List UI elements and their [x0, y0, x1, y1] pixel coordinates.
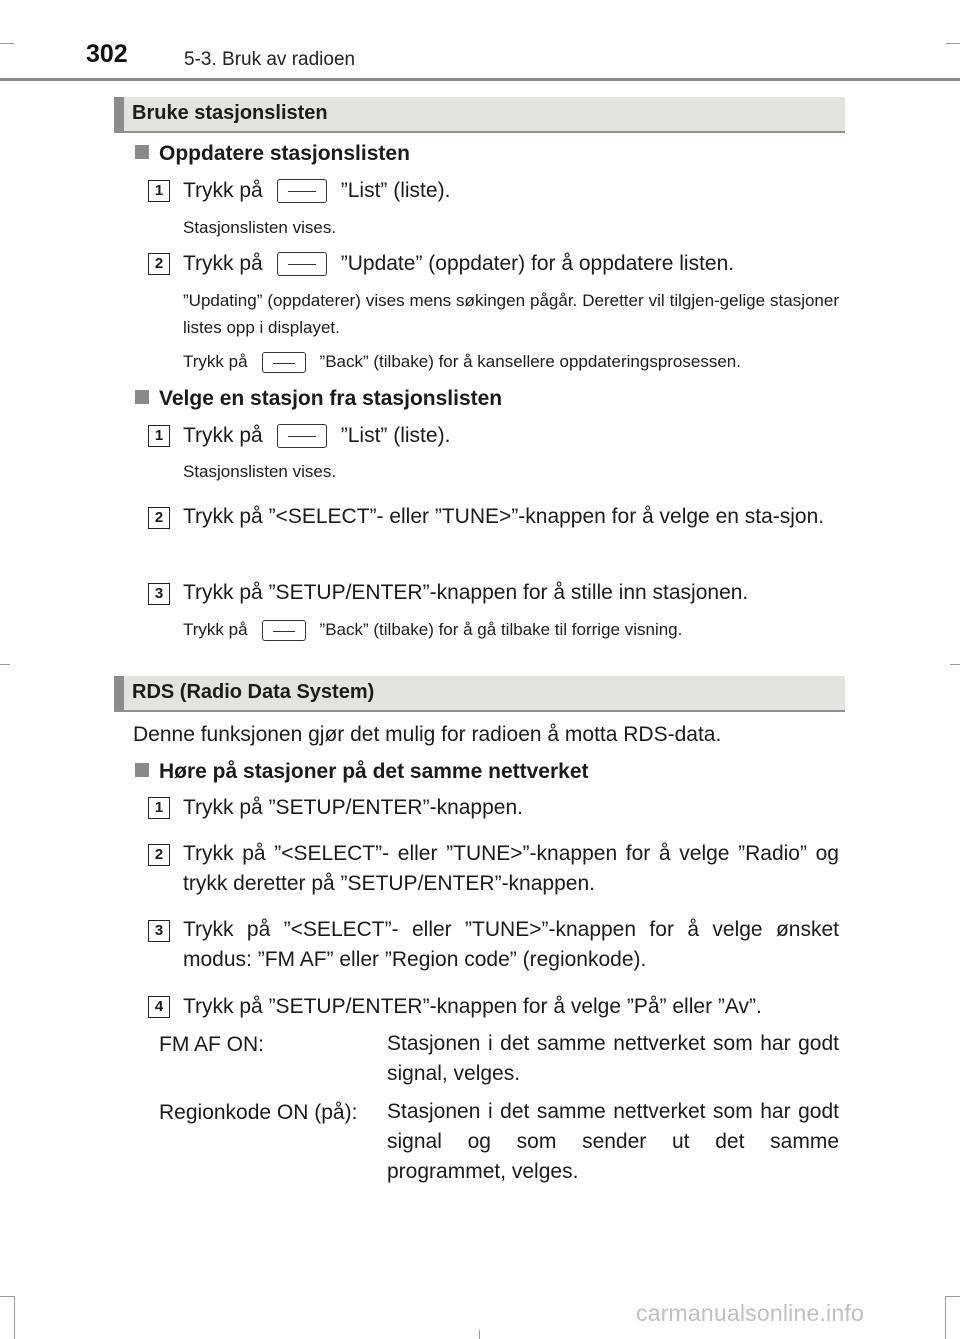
- step-number: 2: [148, 253, 170, 275]
- step-note: [183, 348, 839, 375]
- step-note: ”Updating” (oppdaterer) vises mens søkingen pågår. Deretter vil tilgjen-gelige stasjoner listes opp i displayet.: [183, 291, 839, 337]
- step-text: [183, 421, 839, 451]
- screen-button-icon: [262, 620, 306, 641]
- subheading-text: Oppdatere stasjonslisten: [159, 142, 410, 165]
- crop-mark: [0, 1296, 14, 1297]
- section-title: RDS (Radio Data System): [132, 681, 375, 703]
- step-number: 2: [148, 507, 170, 529]
- section-heading: [114, 676, 845, 712]
- step-note: Stasjonslisten vises.: [183, 218, 337, 237]
- step-text-after: ”List” (liste).: [340, 424, 451, 447]
- subheading: [135, 387, 502, 411]
- definition-description: Stasjonen i det samme nettverket som har godt signal og som sender ut det samme programmet, velges.: [387, 1100, 839, 1183]
- step-number: 3: [148, 920, 170, 942]
- step-number: 1: [148, 180, 170, 202]
- intro-paragraph: Denne funksjonen gjør det mulig for radioen å motta RDS-data.: [133, 723, 722, 746]
- step-number: 1: [148, 797, 170, 819]
- section-title: Bruke stasjonslisten: [132, 102, 328, 124]
- crop-mark: [14, 1296, 15, 1339]
- section-accent: [114, 676, 124, 710]
- subheading: [135, 142, 410, 166]
- step-text: Trykk på ”<SELECT”- eller ”TUNE>”-knappen for å velge en sta-sjon.: [183, 505, 825, 528]
- square-bullet-icon: [135, 145, 149, 159]
- chapter-title: 5-3. Bruk av radioen: [184, 49, 356, 70]
- crop-mark: [945, 1296, 946, 1339]
- step-text: Trykk på ”SETUP/ENTER”-knappen for å velge ”På” eller ”Av”.: [183, 995, 762, 1018]
- header-rule: [0, 78, 960, 81]
- crop-mark: [946, 43, 960, 44]
- step-text: Trykk på ”SETUP/ENTER”-knappen.: [183, 796, 523, 819]
- note-text-before: Trykk på: [183, 352, 248, 371]
- step-text-before: Trykk på: [183, 424, 263, 447]
- step-number: 2: [148, 844, 170, 866]
- crop-mark: [0, 664, 10, 665]
- step-number: 4: [148, 996, 170, 1018]
- screen-button-icon: [262, 352, 306, 373]
- step-text: Trykk på ”<SELECT”- eller ”TUNE>”-knappen for å velge ”Radio” og trykk deretter på ”SETUP/ENTER”-knappen.: [183, 842, 839, 895]
- step-text: Trykk på ”SETUP/ENTER”-knappen for å stille inn stasjonen.: [183, 581, 749, 604]
- step-text-after: ”List” (liste).: [340, 179, 451, 202]
- crop-mark: [0, 43, 14, 44]
- step-text-after: ”Update” (oppdater) for å oppdatere listen.: [340, 252, 735, 275]
- subheading: [135, 760, 589, 784]
- definition-description: Stasjonen i det samme nettverket som har godt signal, velges.: [387, 1032, 839, 1085]
- definition-term: Regionkode ON (på):: [159, 1101, 358, 1124]
- section-heading: [114, 97, 845, 133]
- section-accent: [114, 97, 124, 131]
- subheading-text: Høre på stasjoner på det samme nettverket: [159, 760, 589, 783]
- step-text: Trykk på ”<SELECT”- eller ”TUNE>”-knappen for å velge ønsket modus: ”FM AF” eller ”Region code” (regionkode).: [183, 918, 839, 971]
- step-text-before: Trykk på: [183, 252, 263, 275]
- step-text: [183, 249, 839, 279]
- note-text-before: Trykk på: [183, 620, 248, 639]
- step-note: Stasjonslisten vises.: [183, 462, 337, 481]
- watermark: carmanualsonline.info: [636, 1300, 864, 1326]
- subheading-text: Velge en stasjon fra stasjonslisten: [159, 387, 503, 410]
- step-text: [183, 176, 839, 206]
- square-bullet-icon: [135, 763, 149, 777]
- step-number: 1: [148, 425, 170, 447]
- note-text-after: ”Back” (tilbake) for å kansellere oppdateringsprosessen.: [319, 352, 741, 371]
- screen-button-icon: [277, 179, 327, 203]
- definition-term: FM AF ON:: [159, 1033, 264, 1056]
- step-text-before: Trykk på: [183, 179, 263, 202]
- square-bullet-icon: [135, 390, 149, 404]
- step-number: 3: [148, 583, 170, 605]
- screen-button-icon: [277, 252, 327, 276]
- crop-mark: [479, 1330, 480, 1339]
- step-note: [183, 616, 839, 643]
- screen-button-icon: [277, 424, 327, 448]
- crop-mark: [946, 1296, 960, 1297]
- note-text-after: ”Back” (tilbake) for å gå tilbake til forrige visning.: [319, 620, 683, 639]
- page-number: 302: [86, 40, 128, 68]
- crop-mark: [950, 664, 960, 665]
